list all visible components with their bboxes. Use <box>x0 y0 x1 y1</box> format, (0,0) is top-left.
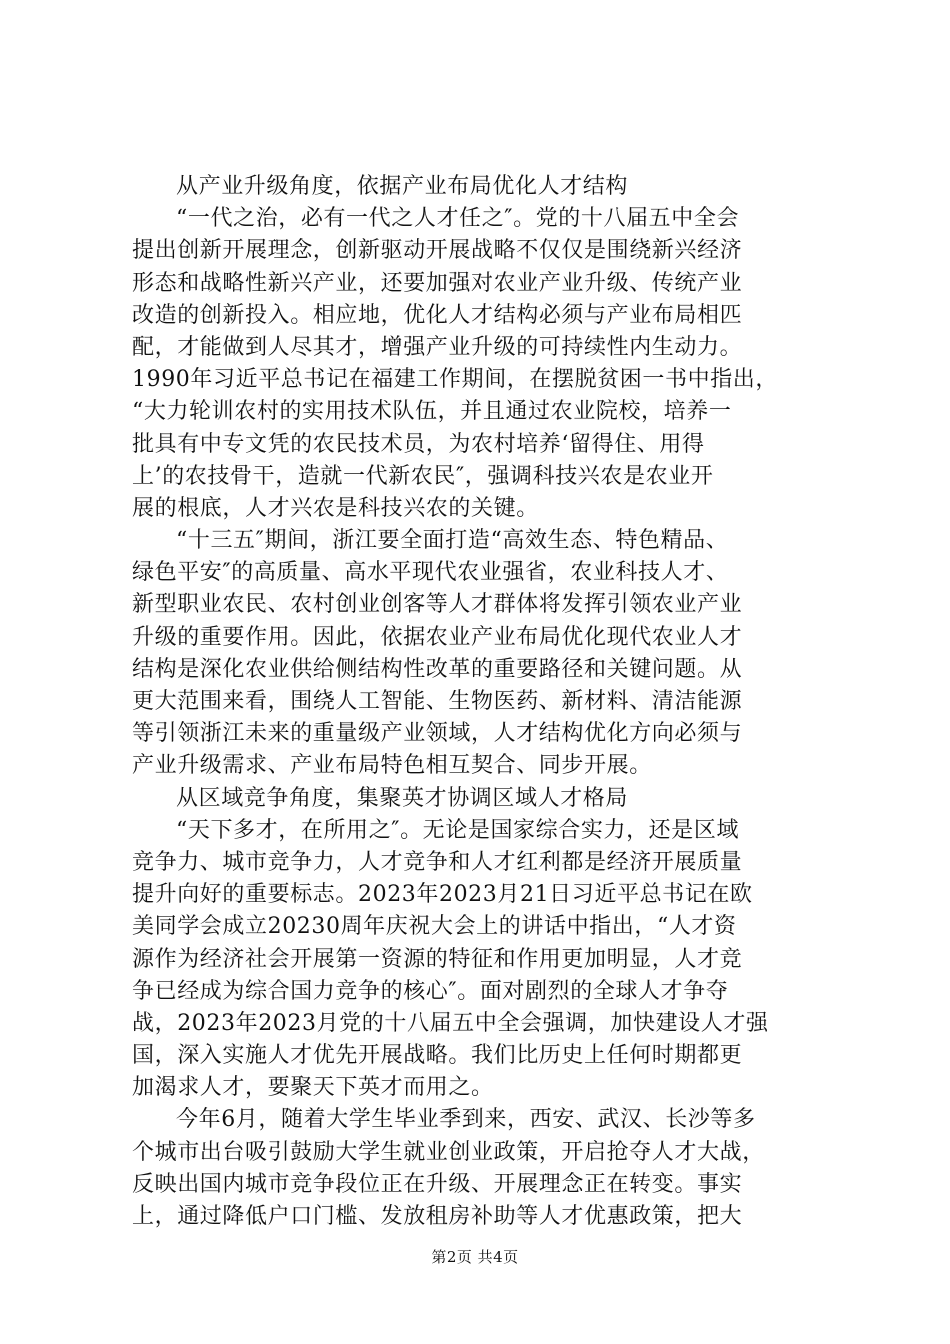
text-line: “一代之治，必有一代之人才任之″。党的十八届五中全会 <box>176 206 740 232</box>
document-body <box>132 171 822 1233</box>
text-line: 上’的农技骨干，造就一代新农民″，强调科技兴农是农业开 <box>132 463 714 489</box>
text-line: 从区域竞争角度，集聚英才协调区域人才格局 <box>176 785 629 811</box>
text-line: 反映出国内城市竞争段位正在升级、开展理念正在转变。事实 <box>132 1171 743 1197</box>
text-line: “天下多才，在所用之″。无论是国家综合实力，还是区域 <box>176 817 740 843</box>
text-line: 产业升级需求、产业布局特色相互契合、同步开展。 <box>132 753 652 779</box>
text-line: 提升向好的重要标志。2023年2023月21日习近平总书记在欧 <box>132 882 753 908</box>
text-line: 提出创新开展理念，创新驱动开展战略不仅仅是围绕新兴经济 <box>132 238 743 264</box>
text-line: 形态和战略性新兴产业，还要加强对农业产业升级、传统产业 <box>132 270 743 296</box>
text-line: 等引领浙江未来的重量级产业领域，人才结构优化方向必须与 <box>132 721 743 747</box>
text-line: 今年6月，随着大学生毕业季到来，西安、武汉、长沙等多 <box>176 1107 756 1133</box>
text-line: 展的根底，人才兴农是科技兴农的关键。 <box>132 495 539 521</box>
text-line: 从产业升级角度，依据产业布局优化人才结构 <box>176 174 629 199</box>
text-line: 源作为经济社会开展第一资源的特征和作用更加明显，人才竞 <box>132 946 743 972</box>
text-line: 绿色平安″的高质量、高水平现代农业强省，农业科技人才、 <box>132 560 729 586</box>
text-line: 争已经成为综合国力竞争的核心″。面对剧烈的全球人才争夺 <box>132 978 729 1004</box>
text-line: 上，通过降低户口门槛、发放租房补助等人才优惠政策，把大 <box>132 1204 743 1229</box>
text-line: 竞争力、城市竞争力，人才竞争和人才红利都是经济开展质量 <box>132 849 743 875</box>
text-line: 改造的创新投入。相应地，优化人才结构必须与产业布局相匹 <box>132 302 743 328</box>
text-line: “大力轮训农村的实用技术队伍，并且通过农业院校，培养一 <box>132 399 732 425</box>
text-line: 批具有中专文凭的农民技术员，为农村培养‘留得住、用得 <box>132 431 705 457</box>
text-line: 升级的重要作用。因此，依据农业产业布局优化现代农业人才 <box>132 624 743 650</box>
text-line: 战，2023年2023月党的十八届五中全会强调，加快建设人才强 <box>132 1010 769 1036</box>
text-line: 结构是深化农业供给侧结构性改革的重要路径和关键问题。从 <box>132 656 743 682</box>
text-line: 1990年习近平总书记在福建工作期间，在摆脱贫困一书中指出， <box>132 367 778 393</box>
text-line: 美同学会成立20230周年庆祝大会上的讲话中指出，“人才资 <box>132 914 737 940</box>
text-line: 国，深入实施人才优先开展战略。我们比历史上任何时期都更 <box>132 1043 743 1069</box>
text-line: 个城市出台吸引鼓励大学生就业创业政策，开启抢夺人才大战， <box>132 1139 765 1165</box>
text-line: 更大范围来看，围绕人工智能、生物医药、新材料、清洁能源 <box>132 689 743 714</box>
text-line: 加渴求人才，要聚天下英才而用之。 <box>132 1075 494 1101</box>
text-line: “十三五″期间，浙江要全面打造“高效生态、特色精品、 <box>176 528 729 554</box>
page-footer: 第2页 共4页 <box>431 1248 519 1266</box>
text-line: 新型职业农民、农村创业创客等人才群体将发挥引领农业产业 <box>132 592 743 618</box>
text-line: 配，才能做到人尽其才，增强产业升级的可持续性内生动力。 <box>132 334 743 360</box>
